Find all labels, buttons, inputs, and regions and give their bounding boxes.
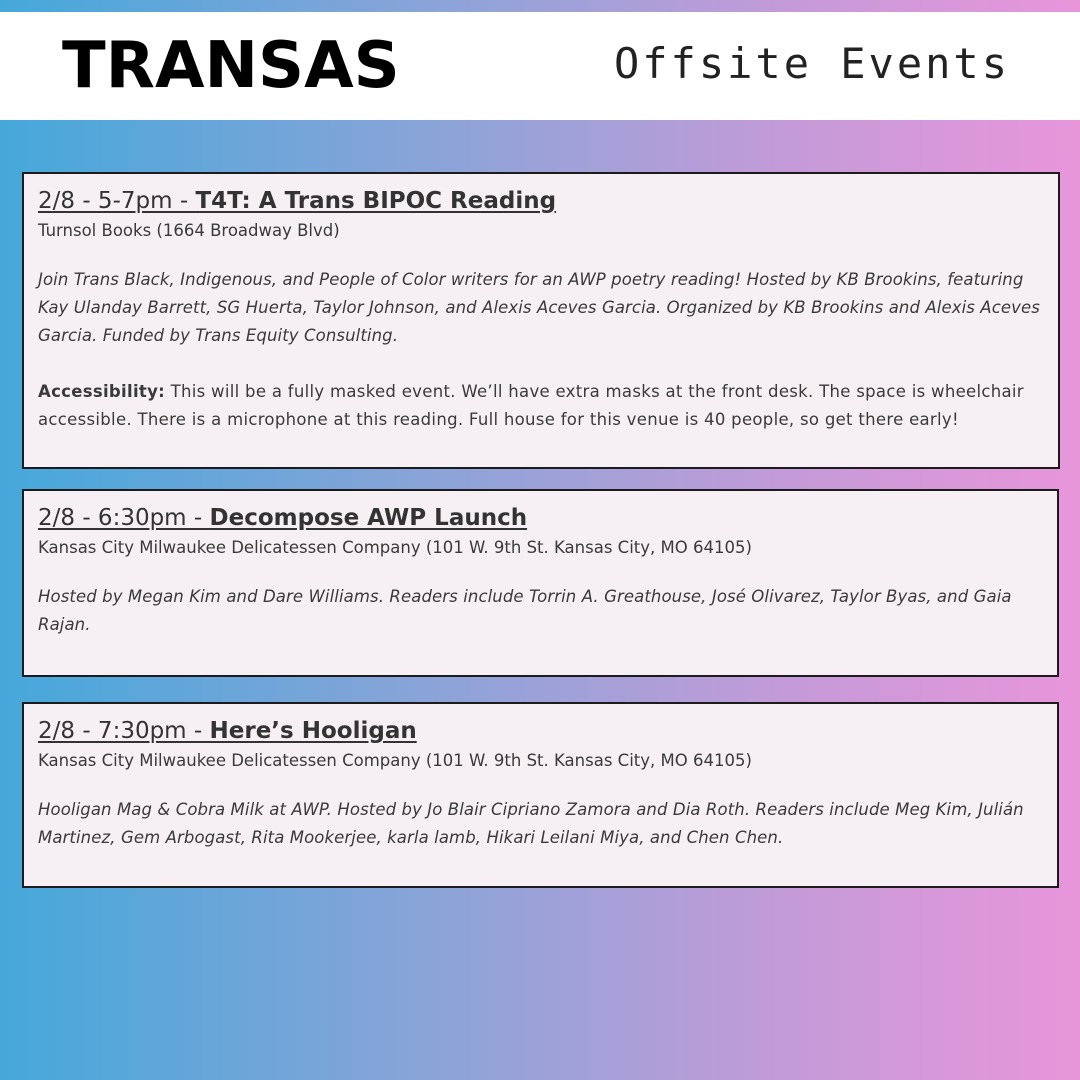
event-venue: Turnsol Books (1664 Broadway Blvd) [38,221,340,240]
page-subtitle: Offsite Events [613,39,1010,88]
event-title: Here’s Hooligan [209,718,417,744]
event-time: 2/8 - 7:30pm - [38,718,210,744]
event-heading-link[interactable] [38,184,1044,218]
event-title: T4T: A Trans BIPOC Reading [195,188,557,214]
event-accessibility [38,378,1044,434]
event-time: 2/8 - 5-7pm - [38,188,196,214]
event-title: Decompose AWP Launch [209,505,528,531]
event-card [22,172,1060,469]
accessibility-label: Accessibility: [38,382,166,401]
brand-title: TRANSAS [62,29,400,103]
accessibility-text: This will be a fully masked event. We’ll have extra masks at the front desk. The space is wheelchair accessible. There is a microphone at this reading. Full house for this venue is 40 people, so get there early! [38,382,1024,429]
event-venue: Kansas City Milwaukee Delicatessen Company (101 W. 9th St. Kansas City, MO 64105) [38,538,752,557]
event-description: Hosted by Megan Kim and Dare Williams. Readers include Torrin A. Greathouse, José Olivarez, Taylor Byas, and Gaia Rajan. [38,587,1012,634]
event-card [22,702,1059,888]
top-gradient-strip [0,0,1080,12]
event-heading-link[interactable] [38,714,1043,748]
event-time: 2/8 - 6:30pm - [38,505,210,531]
event-card [22,489,1059,677]
event-heading-link[interactable] [38,501,1043,535]
header-bar [0,12,1080,120]
event-description: Hooligan Mag & Cobra Milk at AWP. Hosted by Jo Blair Cipriano Zamora and Dia Roth. Readers include Meg Kim, Julián Martinez, Gem Arbogast, Rita Mookerjee, karla lamb, Hikari Leilani Miya, and Chen Chen. [38,800,1024,847]
event-venue: Kansas City Milwaukee Delicatessen Company (101 W. 9th St. Kansas City, MO 64105) [38,751,752,770]
event-description: Join Trans Black, Indigenous, and People of Color writers for an AWP poetry reading! Hosted by KB Brookins, featuring Kay Ulanday Barrett, SG Huerta, Taylor Johnson, and Alexis Aceves Garcia. Organized by KB Brookins and Alexis Aceves Garcia. Funded by Trans Equity Consulting. [38,270,1040,345]
